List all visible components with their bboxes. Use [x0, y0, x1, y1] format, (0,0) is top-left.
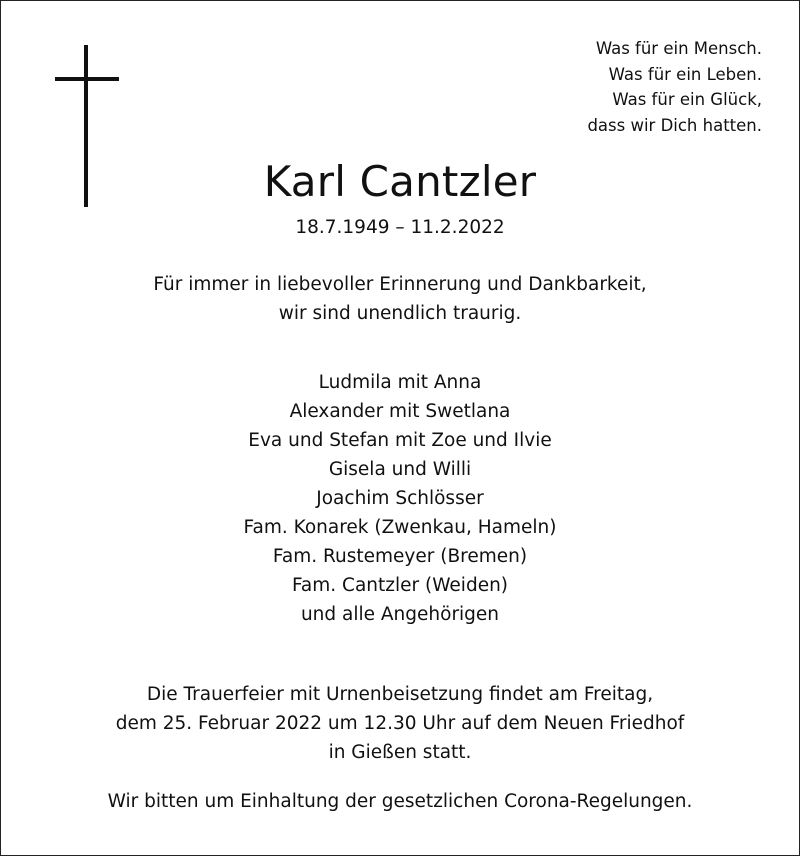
mourners-list — [0, 368, 800, 629]
ceremony-notice — [0, 680, 800, 767]
mourner-entry: Fam. Rustemeyer (Bremen) — [272, 546, 528, 567]
mourner-entry: Alexander mit Swetlana — [289, 401, 511, 422]
mourner-entry: und alle Angehörigen — [300, 604, 500, 625]
motto-line: Was für ein Leben. — [608, 64, 762, 84]
motto-verse — [522, 36, 762, 138]
motto-line: Was für ein Mensch. — [595, 39, 762, 58]
life-dates: 18.7.1949 – 11.2.2022 — [295, 217, 505, 238]
mourner-entry: Joachim Schlösser — [316, 488, 484, 509]
deceased-name: Karl Cantzler — [263, 157, 537, 206]
dedication-line: Für immer in liebevoller Erinnerung und Dankbarkeit, — [153, 274, 647, 295]
corona-note: Wir bitten um Einhaltung der gesetzlichen Corona-Regelungen. — [107, 791, 693, 812]
ceremony-line: dem 25. Februar 2022 um 12.30 Uhr auf dem Neuen Friedhof — [115, 713, 685, 734]
dedication-text — [0, 270, 800, 328]
ceremony-line: in Gießen statt. — [328, 742, 472, 763]
mourner-entry: Fam. Cantzler (Weiden) — [291, 575, 509, 596]
motto-line: Was für ein Glück, — [612, 90, 762, 109]
mourner-entry: Eva und Stefan mit Zoe und Ilvie — [248, 430, 552, 451]
mourner-entry: Ludmila mit Anna — [318, 372, 482, 393]
mourner-entry: Gisela und Willi — [328, 459, 472, 480]
cross-horizontal-bar — [55, 77, 119, 81]
mourner-entry: Fam. Konarek (Zwenkau, Hameln) — [243, 517, 557, 538]
dedication-line: wir sind unendlich traurig. — [278, 303, 522, 324]
motto-line: dass wir Dich hatten. — [587, 115, 762, 135]
ceremony-line: Die Trauerfeier mit Urnenbeisetzung findet am Freitag, — [146, 684, 654, 705]
